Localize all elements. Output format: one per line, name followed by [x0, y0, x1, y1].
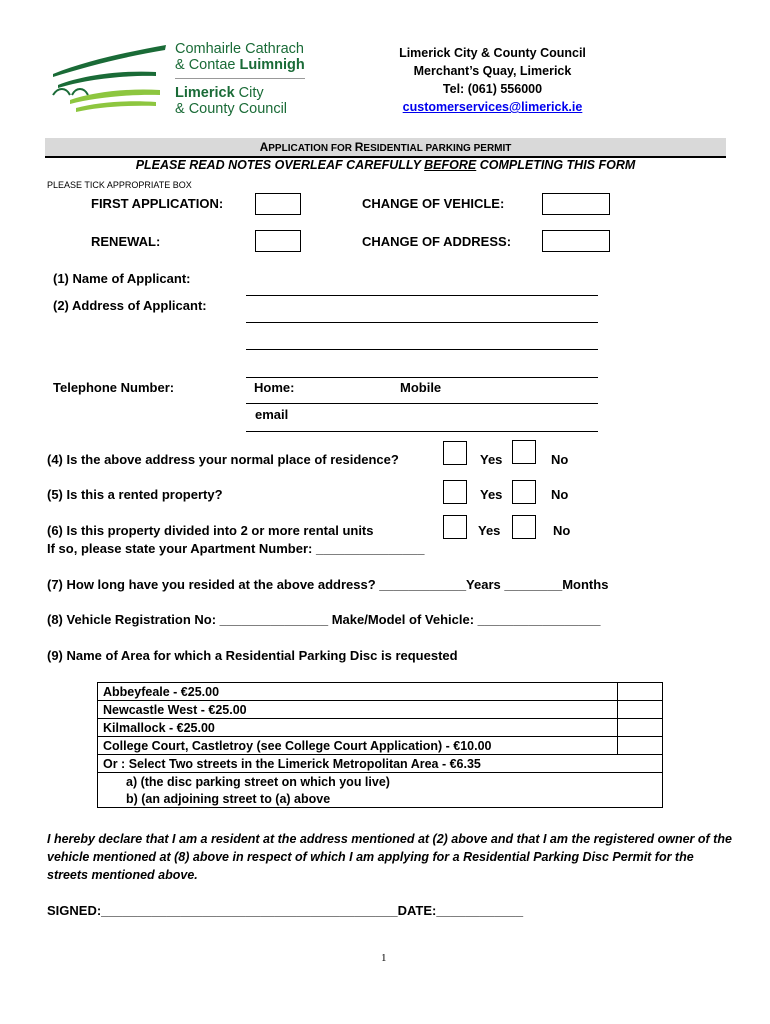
question-6-no-label: No	[553, 523, 571, 538]
logo-line-1: Comhairle Cathrach	[175, 41, 304, 57]
address-line-3[interactable]	[246, 377, 598, 378]
question-4-yes-label: Yes	[480, 452, 503, 467]
telephone-label: Telephone Number:	[53, 380, 175, 395]
applicant-name-label: (1) Name of Applicant:	[53, 271, 191, 286]
area-tick-box[interactable]	[618, 719, 663, 737]
logo-line-4: & County Council	[175, 101, 288, 117]
question-5-yes-checkbox[interactable]	[443, 480, 467, 504]
table-row	[98, 773, 663, 791]
area-tick-box[interactable]	[618, 737, 663, 755]
council-name: Limerick City & County Council	[399, 46, 586, 60]
question-6-no-checkbox[interactable]	[512, 515, 536, 539]
change-of-address-checkbox[interactable]	[542, 230, 610, 252]
council-email-link[interactable]: customerservices@limerick.ie	[402, 100, 583, 114]
apartment-number-field[interactable]: If so, please state your Apartment Number: _______________	[47, 541, 425, 556]
table-row	[98, 737, 663, 755]
question-5-label: (5) Is this a rented property?	[47, 487, 223, 502]
street-a-label[interactable]: a) (the disc parking street on which you live)	[98, 773, 663, 791]
declaration-text: I hereby declare that I am a resident at the address mentioned at (2) above and that I am the registered owner of the vehicle mentioned at (8) above in respect of which I am applying for a Residential Parking Disc Permit for the streets mentioned above.	[47, 832, 732, 882]
area-option-label: College Court, Castletroy (see College Court Application) - €10.00	[98, 737, 618, 755]
question-4-label: (4) Is the above address your normal place of residence?	[47, 452, 399, 467]
area-option-label: Kilmallock - €25.00	[98, 719, 618, 737]
table-row	[98, 683, 663, 701]
question-6-yes-label: Yes	[478, 523, 501, 538]
mobile-phone-label: Mobile	[400, 380, 442, 395]
renewal-label: RENEWAL:	[91, 234, 161, 249]
email-line[interactable]	[246, 431, 598, 432]
email-label: email	[255, 407, 289, 422]
home-phone-label: Home:	[254, 380, 295, 395]
question-4-yes-checkbox[interactable]	[443, 441, 467, 465]
logo-line-3: Limerick City	[175, 85, 264, 101]
question-6-yes-checkbox[interactable]	[443, 515, 467, 539]
logo-line-2: & Contae Luimnigh	[175, 57, 305, 73]
question-7-residence-duration[interactable]: (7) How long have you resided at the above address? ____________Years ________Months	[47, 577, 609, 592]
applicant-address-label: (2) Address of Applicant:	[53, 298, 207, 313]
area-option-label: Newcastle West - €25.00	[98, 701, 618, 719]
table-row	[98, 701, 663, 719]
first-application-checkbox[interactable]	[255, 193, 301, 215]
council-logo	[48, 40, 313, 120]
table-row	[98, 790, 663, 808]
signature-date-line[interactable]: SIGNED:_________________________________________DATE:____________	[47, 903, 524, 918]
table-row	[98, 755, 663, 773]
change-of-vehicle-checkbox[interactable]	[542, 193, 610, 215]
phone-line[interactable]	[246, 403, 598, 404]
council-address: Merchant’s Quay, Limerick	[413, 64, 572, 78]
page-number: 1	[381, 952, 387, 964]
change-of-address-label: CHANGE OF ADDRESS:	[362, 234, 512, 249]
area-tick-box[interactable]	[618, 683, 663, 701]
council-contact-block	[360, 44, 625, 116]
question-5-no-checkbox[interactable]	[512, 480, 536, 504]
address-line-2[interactable]	[246, 349, 598, 350]
question-8-vehicle-details[interactable]: (8) Vehicle Registration No: _______________ Make/Model of Vehicle: _________________	[47, 612, 601, 627]
question-4-no-checkbox[interactable]	[512, 440, 536, 464]
table-row	[98, 719, 663, 737]
address-line-1[interactable]	[246, 322, 598, 323]
question-4-no-label: No	[551, 452, 569, 467]
read-notes-notice: PLEASE READ NOTES OVERLEAF CAREFULLY BEFORE COMPLETING THIS FORM	[135, 158, 636, 172]
tick-instruction: PLEASE TICK APPROPRIATE BOX	[47, 180, 192, 190]
renewal-checkbox[interactable]	[255, 230, 301, 252]
parking-area-table	[97, 682, 663, 808]
question-5-yes-label: Yes	[480, 487, 503, 502]
area-option-label: Or : Select Two streets in the Limerick Metropolitan Area - €6.35	[98, 755, 663, 773]
street-b-label[interactable]: b) (an adjoining street to (a) above	[98, 790, 663, 808]
question-6-label: (6) Is this property divided into 2 or more rental units	[47, 523, 374, 538]
question-5-no-label: No	[551, 487, 569, 502]
question-9-label: (9) Name of Area for which a Residential Parking Disc is requested	[47, 648, 458, 663]
council-telephone: Tel: (061) 556000	[442, 82, 543, 96]
change-of-vehicle-label: CHANGE OF VEHICLE:	[362, 196, 505, 211]
logo-swoosh-graphic	[48, 40, 168, 120]
form-title-banner: APPLICATION FOR RESIDENTIAL PARKING PERMIT	[45, 138, 726, 158]
area-tick-box[interactable]	[618, 701, 663, 719]
first-application-label: FIRST APPLICATION:	[91, 196, 224, 211]
area-option-label: Abbeyfeale - €25.00	[98, 683, 618, 701]
applicant-name-line[interactable]	[246, 295, 598, 296]
